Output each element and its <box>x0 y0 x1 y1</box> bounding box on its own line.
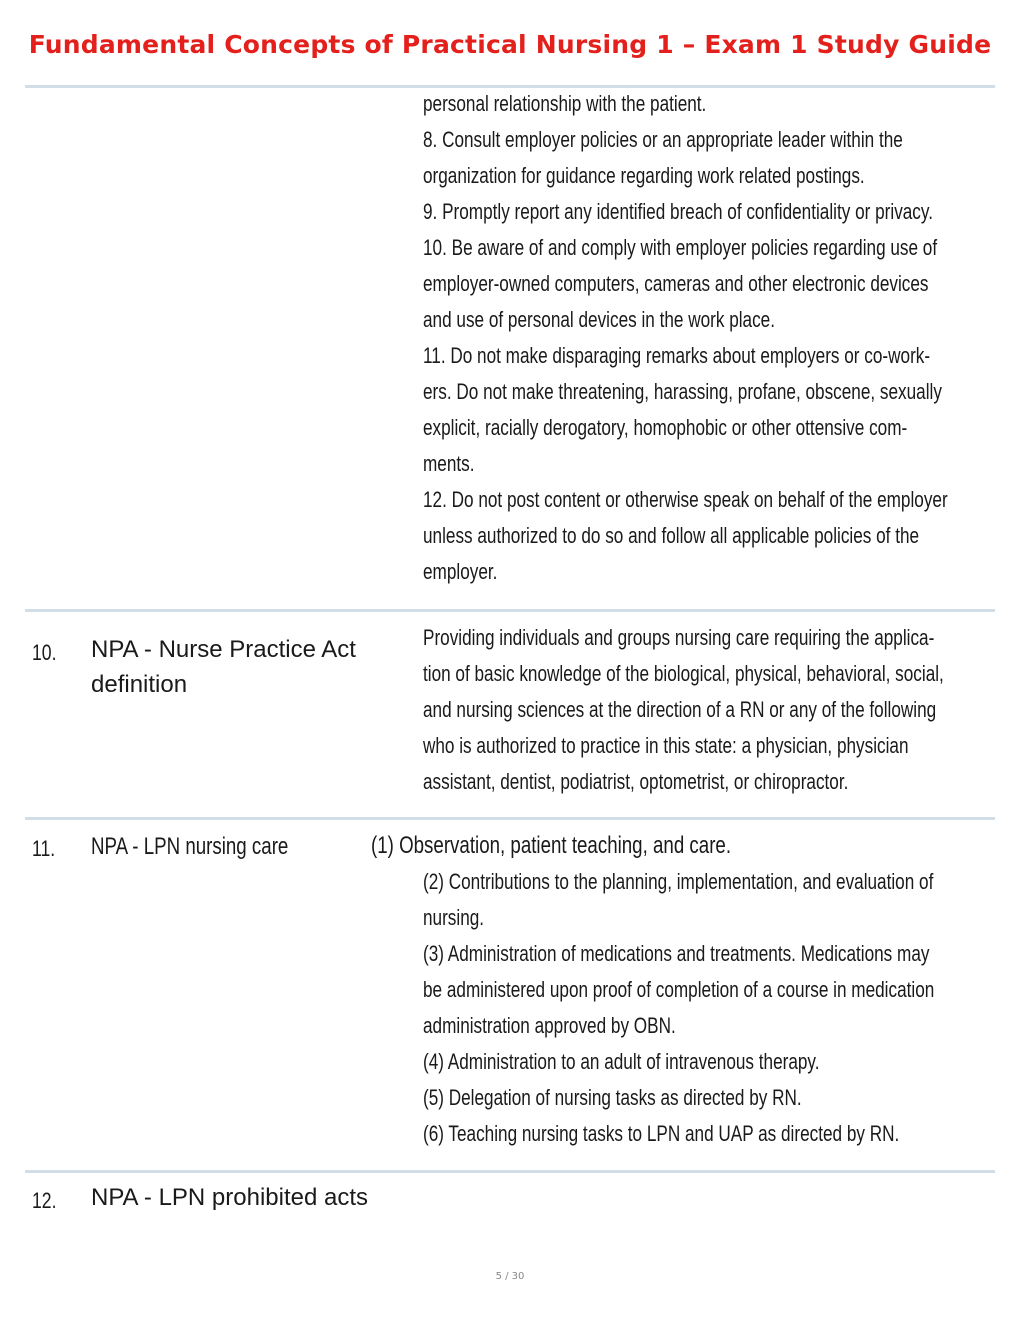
definition-line: employer. <box>423 559 498 584</box>
divider <box>25 817 995 820</box>
page-number: 5 / 30 <box>495 1271 525 1282</box>
definition-line: administration approved by OBN. <box>423 1013 676 1038</box>
definition-line: who is authorized to practice in this state: a physician, physician <box>423 733 909 758</box>
term: NPA - LPN nursing care <box>91 833 289 860</box>
term: NPA - Nurse Practice Act definition <box>91 636 356 698</box>
definition-line: and use of personal devices in the work place. <box>423 307 775 332</box>
definition-line: 8. Consult employer policies or an appropriate leader within the <box>423 127 903 152</box>
definition-line: be administered upon proof of completion of a course in medication <box>423 977 935 1002</box>
definition-line: 9. Promptly report any identified breach of confidentiality or privacy. <box>423 199 933 224</box>
definition-line: tion of basic knowledge of the biological, physical, behavioral, social, <box>423 661 944 686</box>
definition-line: nursing. <box>423 905 485 930</box>
definition-line: unless authorized to do so and follow all applicable policies of the <box>423 523 920 548</box>
definition-line: organization for guidance regarding work related postings. <box>423 163 865 188</box>
definition <box>423 620 980 800</box>
definition-line: explicit, racially derogatory, homophobic or other ottensive com- <box>423 415 908 440</box>
definition-line: 10. Be aware of and comply with employer policies regarding use of <box>423 235 938 260</box>
definition <box>423 864 980 1152</box>
definition-line: and nursing sciences at the direction of a RN or any of the following <box>423 697 937 722</box>
page-title: Fundamental Concepts of Practical Nursing 1 – Exam 1 Study Guide <box>28 30 992 59</box>
definition-line: (5) Delegation of nursing tasks as directed by RN. <box>423 1085 802 1110</box>
row-number: 12. <box>32 1188 57 1213</box>
definition-line: (4) Administration to an adult of intravenous therapy. <box>423 1049 820 1074</box>
definition-line: Providing individuals and groups nursing care requiring the applica- <box>423 625 935 650</box>
row-number: 11. <box>32 836 56 861</box>
definition-line: (2) Contributions to the planning, implementation, and evaluation of <box>423 869 934 894</box>
definition-line: personal relationship with the patient. <box>423 91 707 116</box>
definition-line: (3) Administration of medications and treatments. Medications may <box>423 941 930 966</box>
definition-line: 12. Do not post content or otherwise speak on behalf of the employer <box>423 487 948 512</box>
row-number: 10. <box>32 640 57 665</box>
definition-line: employer-owned computers, cameras and other electronic devices <box>423 271 929 296</box>
definition-line: ers. Do not make threatening, harassing, profane, obscene, sexually <box>423 379 942 404</box>
continued-definition <box>423 86 980 590</box>
definition-line: (6) Teaching nursing tasks to LPN and UAP as directed by RN. <box>423 1121 900 1146</box>
definition-line: assistant, dentist, podiatrist, optometrist, or chiropractor. <box>423 769 849 794</box>
term: NPA - LPN prohibited acts <box>91 1184 369 1211</box>
definition-line: ments. <box>423 451 475 476</box>
divider <box>25 609 995 612</box>
definition-line: 11. Do not make disparaging remarks about employers or co-work- <box>423 343 931 368</box>
divider <box>25 1170 995 1173</box>
definition-first-line: (1) Observation, patient teaching, and care. <box>371 832 732 859</box>
